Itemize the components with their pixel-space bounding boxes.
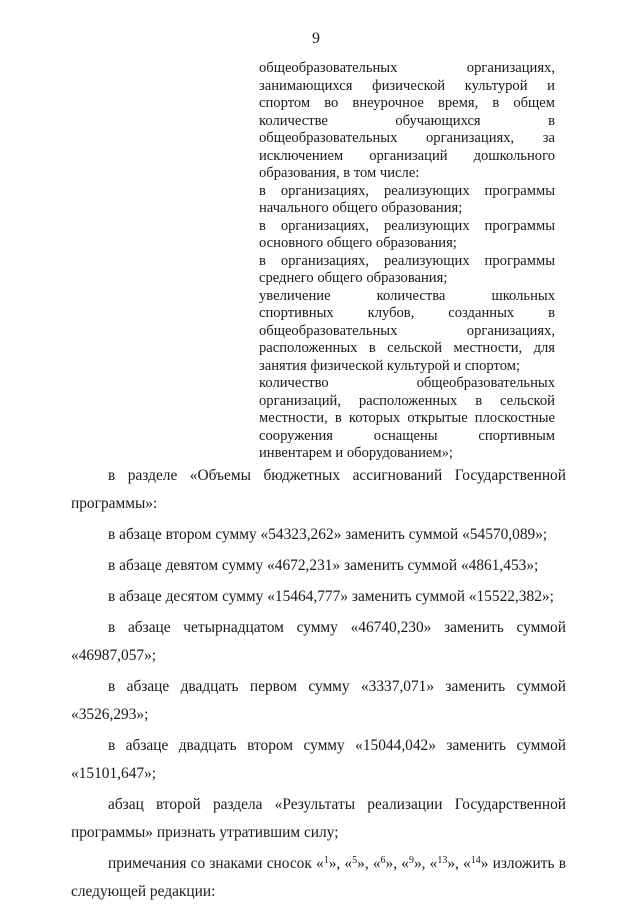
footnote-marker: 14 (470, 855, 481, 866)
column-text-line: количестве обучающихся в (259, 112, 555, 129)
column-text-line: в организациях, реализующих программы (259, 252, 555, 269)
paragraph-twenty-first (71, 673, 566, 729)
footnote-marker: 5 (352, 855, 358, 866)
text-line (71, 850, 566, 878)
text-line: в абзаце девятом сумму «4672,231» заменить суммой «4861,453»; (108, 557, 539, 574)
text-line: в абзаце четырнадцатом сумму «46740,230» заменить суммой (108, 619, 566, 636)
text-line: программы»: (71, 495, 158, 512)
text-line: в разделе «Объемы бюджетных ассигнований Государственной (108, 467, 566, 484)
text-line: «15101,647»; (71, 765, 157, 782)
column-text-line: общеобразовательных организациях, (259, 60, 555, 76)
text-line: следующей редакции: (71, 883, 216, 900)
paragraph-fourteenth (71, 614, 566, 670)
paragraph-footnotes (71, 850, 566, 906)
paragraph-budget-section (71, 462, 566, 518)
footnote-separator: », « (385, 855, 409, 872)
text-line: в абзаце двадцать втором сумму «15044,042» заменить суммой (108, 737, 566, 754)
column-text-line: занимающихся физической культурой и (259, 77, 555, 94)
paragraph-twenty-second (71, 732, 566, 788)
column-text-line: основного общего образования; (259, 235, 457, 251)
column-text-line: местности, в которых открытые плоскостные (259, 410, 555, 426)
paragraph-tenth (71, 583, 566, 611)
footnote-separator: », « (357, 855, 381, 872)
text-line: «46987,057»; (71, 647, 157, 664)
right-column-text (259, 60, 555, 463)
footnote-marker: 6 (380, 855, 386, 866)
column-text-line: общеобразовательных организациях, за (259, 130, 555, 146)
page-number: 9 (312, 30, 320, 47)
text-line: в абзаце втором сумму «54323,262» заменить суммой «54570,089»; (108, 526, 548, 543)
text-segment: » изложить в (480, 855, 566, 872)
column-text-line: расположенных в сельской местности, для (259, 340, 555, 356)
footnote-separator: », « (328, 855, 353, 872)
text-line: «3526,293»; (71, 706, 149, 723)
column-text-line: спортивных клубов, созданных в (259, 305, 555, 321)
column-text-line: инвентарем и оборудованием»; (259, 445, 453, 461)
column-text-line: общеобразовательных организациях, (259, 322, 555, 339)
footnote-separator: », « (447, 855, 471, 872)
column-text-line: среднего общего образования; (259, 270, 448, 286)
column-text-line: организаций, расположенных в сельской (259, 392, 555, 409)
column-text-line: образования, в том числе: (259, 165, 420, 181)
paragraph-results-section (71, 791, 566, 847)
body-text (71, 462, 566, 909)
column-text-line: увеличение количества школьных (259, 287, 555, 304)
footnote-marker: 13 (437, 855, 448, 866)
column-text-line: в организациях, реализующих программы (259, 182, 555, 199)
footnote-marker: 9 (408, 855, 414, 866)
column-text-line: исключением организаций дошкольного (259, 147, 555, 164)
column-text-line: занятия физической культурой и спортом; (259, 357, 521, 374)
footnote-marker: 1 (323, 855, 329, 866)
text-line: в абзаце десятом сумму «15464,777» заменить суммой «15522,382»; (108, 588, 554, 605)
text-line: абзац второй раздела «Результаты реализации Государственной (108, 796, 566, 813)
column-text-line: в организациях, реализующих программы (259, 217, 555, 234)
column-text-line: спортом во внеурочное время, в общем (259, 95, 555, 111)
text-line: программы» признать утратившим силу; (71, 824, 339, 841)
paragraph-ninth (71, 552, 566, 580)
footnote-markers (324, 855, 481, 872)
column-text-line: количество общеобразовательных (259, 375, 555, 391)
text-segment: примечания со знаками сносок « (108, 855, 324, 872)
text-line: в абзаце двадцать первом сумму «3337,071» заменить суммой (108, 678, 566, 695)
paragraph-second (71, 521, 566, 549)
column-text-line: начального общего образования; (259, 200, 463, 216)
column-text-line: сооружения оснащены спортивным (259, 427, 555, 444)
footnote-separator: », « (413, 855, 438, 872)
